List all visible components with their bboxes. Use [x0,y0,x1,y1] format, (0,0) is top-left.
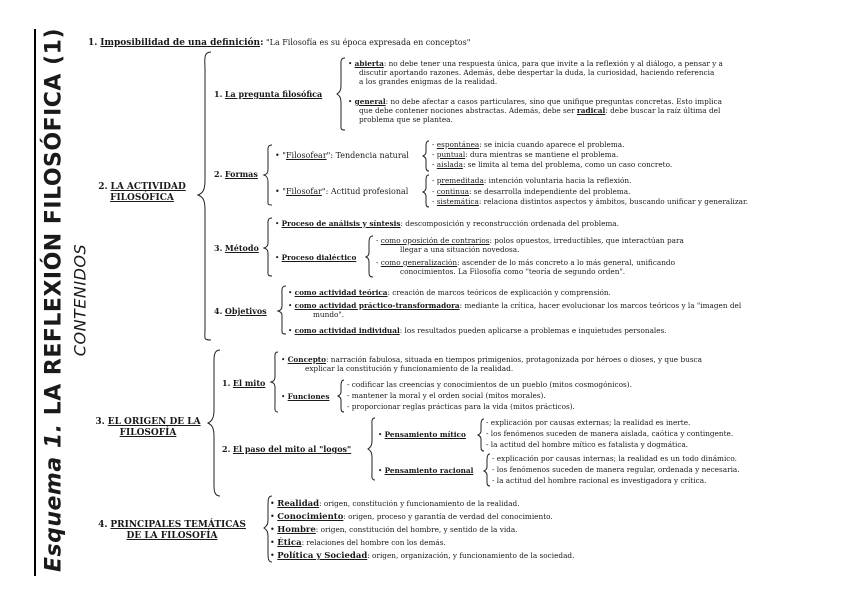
tematica-realidad-key: Realidad [277,499,320,509]
tematica-realidad: • Realidad: origen, constitución y funcionamiento de la realidad. [270,499,520,509]
objetivos-number: 4. [214,306,223,316]
section-4-label [80,520,264,542]
concepto-line-2: explicar la constitución y funcionamiento de la realidad. [305,364,514,373]
tematica-conocimiento-key: Conocimiento [277,512,344,522]
filosofar-key: Filosofar [285,187,322,196]
tematica-politica-text: : origen, organización, y funcionamiento de la sociedad. [367,551,575,560]
pregunta-heading [214,89,322,100]
section-2-label-a: LA ACTIVIDAD [110,182,186,192]
section-1-colon: : [260,38,264,48]
paso-number: 2. [222,444,231,454]
natural-item-3: - aislada: se limita al tema del problema, como un caso concreto. [432,160,673,169]
scheme-main-title: LA REFLEXIÓN FILOSÓFICA (1) [41,27,67,416]
natural-item-1-key: espontánea [436,140,480,149]
dialectico-item-2-line-2: conocimientos. La Filosofía como "teoría de segundo orden". [400,267,626,276]
individual-key: como actividad individual [294,326,400,335]
tematica-etica-text: : relaciones del hombre con los demás. [301,538,446,547]
mitico-item-3: - la actitud del hombre mítico es fatalista y dogmática. [486,440,689,449]
metodo-analisis: • Proceso de análisis y síntesis: descomposición y reconstrucción ordenada del problema. [275,219,619,228]
formas-profesional: • "Filosofar": Actitud profesional [275,187,409,196]
practica-key: como actividad práctico-transformadora [294,301,460,310]
abierta-line-3: a los grandes enigmas de la realidad. [359,77,498,86]
scheme-subtitle: CONTENIDOS [70,243,90,357]
abierta-line-1: : no debe tener una respuesta única, para que invite a la reflexión y al diálogo, a pensar y a [383,59,723,68]
metodo-dialectico: • Proceso dialéctico [275,253,357,262]
section-2-number: 2. [98,182,108,192]
pregunta-label: La pregunta filosófica [224,89,323,99]
analisis-key: Proceso de análisis y síntesis [281,219,401,228]
practica-line-2: mundo". [313,310,345,319]
section-1-label: Imposibilidad de una definición [100,38,261,48]
section-3-number: 3. [95,417,105,427]
dialectico-item-1-text: : polos opuestos, irreductibles, que interactúan para [489,236,684,245]
section-3-label-a: EL ORIGEN DE LA [107,417,201,427]
funciones-item-3: - proporcionar reglas prácticas para la vida (mitos prácticos). [347,402,575,411]
formas-label: Formas [224,169,258,179]
teorica-key: como actividad teórica [294,288,388,297]
profesional-item-1-key: premeditada [436,176,484,185]
section-4-number: 4. [98,520,108,530]
radical-key: radical [576,106,606,115]
racional-key: Pensamiento racional [384,466,474,475]
funciones-key: Funciones [287,392,330,401]
section-3-label-b: FILOSOFÍA [119,428,177,438]
natural-item-1: - espontánea: se inicia cuando aparece el problema. [432,140,625,149]
pregunta-general: • general: no debe afectar a casos particulares, sino que unifique preguntas concretas. Esto implica que debe contener nociones abstractas. Además, debe ser radical: debe buscar la raíz última del problema que se plantea. [348,97,722,124]
natural-open-quote: " [282,151,286,160]
natural-item-2-text: : dura mientras se mantiene el problema. [465,150,619,159]
natural-item-3-key: aislada [436,160,463,169]
paso-label: El paso del mito al "logos" [232,444,352,454]
dialectico-key: Proceso dialéctico [281,253,357,262]
mitico-item-1: - explicación por causas externas; la realidad es inerte. [486,418,691,427]
general-line-3: problema que se plantea. [359,115,453,124]
analisis-text: : descomposición y reconstrucción ordenada del problema. [400,219,619,228]
abierta-key: abierta [354,59,384,68]
objetivos-practica: • como actividad práctico-transformadora: mediante la crítica, hacer evolucionar los marcos teóricos y la "imagen del mundo". [288,301,742,319]
dialectico-item-1-line-2: llegar a una situación novedosa. [400,245,520,254]
mito-heading [222,378,265,389]
tematica-hombre-key: Hombre [277,525,316,535]
racional-item-1: - explicación por causas internas; la realidad es un todo dinámico. [492,454,737,463]
filosofear-key: Filosofear [285,151,327,160]
dialectico-item-2-text: : ascender de lo más concreto a lo más general, unificando [457,258,675,267]
general-key: general [354,97,386,106]
section-2-label [86,182,198,204]
practica-text: : mediante la crítica, hacer evolucionar los marcos teóricos y la "imagen del [459,301,742,310]
mitico-item-2: - los fenómenos suceden de manera aislada, caótica y contingente. [486,429,734,438]
paso-heading [222,444,351,455]
objetivos-individual: • como actividad individual: los resultados pueden aplicarse a problemas e inquietudes personales. [288,326,667,335]
abierta-line-2: discutir aportando razones. Además, debe despertar la duda, la curiosidad, haciendo referencia [359,68,715,77]
tematica-etica-key: Ética [277,538,302,548]
section-1-number: 1. [88,38,98,48]
pregunta-abierta: • abierta: no debe tener una respuesta única, para que invite a la reflexión y al diálogo, a pensar y a discutir aportando razones. Además, debe despertar la duda, la curiosidad, haciendo referencia a los grandes enigmas de la realidad. [348,59,723,86]
profesional-rest: ": Actitud profesional [321,187,409,196]
formas-natural: • "Filosofear": Tendencia natural [275,151,409,160]
teorica-text: : creación de marcos teóricos de explicación y comprensión. [387,288,611,297]
funciones-item-2: - mantener la moral y el orden social (mitos morales). [347,391,546,400]
racional-item-3: - la actitud del hombre racional es investigadora y crítica. [492,476,707,485]
objetivos-heading [214,306,267,317]
dialectico-item-2: - como generalización: ascender de lo más concreto a lo más general, unificando conocimientos. La Filosofía como "teoría de segundo orden". [376,258,675,276]
formas-heading [214,169,258,180]
section-1 [88,38,470,49]
scheme-number: Esquema 1. [41,423,67,573]
general-line-1: : no debe afectar a casos particulares, sino que unifique preguntas concretas. Esto implica [385,97,722,106]
natural-item-2-key: puntual [436,150,466,159]
tematica-conocimiento-text: : origen, proceso y garantía de verdad del conocimiento. [343,512,553,521]
funciones-item-1: - codificar las creencias y conocimientos de un pueblo (mitos cosmogónicos). [347,380,632,389]
formas-number: 2. [214,169,223,179]
tematica-etica: • Ética: relaciones del hombre con los demás. [270,538,446,548]
tematica-hombre-text: : origen, constitución del hombre, y sentido de la vida. [315,525,518,534]
pregunta-number: 1. [214,89,223,99]
tematica-hombre: • Hombre: origen, constitución del hombre, y sentido de la vida. [270,525,518,535]
tematica-conocimiento: • Conocimiento: origen, proceso y garantía de verdad del conocimiento. [270,512,553,522]
objetivos-teorica: • como actividad teórica: creación de marcos teóricos de explicación y comprensión. [288,288,611,297]
metodo-heading [214,243,259,254]
general-line-2b: : debe buscar la raíz última del [605,106,721,115]
dialectico-item-1-key: como oposición de contrarios [380,236,490,245]
objetivos-label: Objetivos [224,306,267,316]
section-1-quote: "La Filosofía es su época expresada en conceptos" [263,38,471,47]
tematica-politica-key: Política y Sociedad [277,551,368,561]
metodo-number: 3. [214,243,223,253]
dialectico-item-2-key: como generalización [380,258,458,267]
profesional-item-2-text: : se desarrolla independiente del problema. [469,187,631,196]
profesional-open-quote: " [282,187,286,196]
mito-label: El mito [232,378,266,388]
section-3-label [86,417,210,439]
profesional-item-3: - sistemática: relaciona distintos aspectos y ámbitos, buscando unificar y generalizar. [432,197,749,206]
concepto-key: Concepto [287,355,327,364]
metodo-label: Método [224,243,259,253]
racional-item-2: - los fenómenos suceden de manera regular, ordenada y necesaria. [492,465,740,474]
profesional-item-2: - continua: se desarrolla independiente del problema. [432,187,631,196]
concepto-text: : narración fabulosa, situada en tiempos primigenios, protagonizada por héroes o dioses, y que busca [326,355,702,364]
natural-item-1-text: : se inicia cuando aparece el problema. [479,140,625,149]
profesional-item-3-text: : relaciona distintos aspectos y ámbitos, buscando unificar y generalizar. [478,197,749,206]
profesional-item-1: - premeditada: intención voluntaria hacia la reflexión. [432,176,632,185]
general-line-2a: que debe contener nociones abstractas. Además, debe ser [359,106,577,115]
dialectico-item-1: - como oposición de contrarios: polos opuestos, irreductibles, que interactúan para llegar a una situación novedosa. [376,236,684,254]
tematica-politica: • Política y Sociedad: origen, organización, y funcionamiento de la sociedad. [270,551,575,561]
profesional-item-2-key: continua [436,187,469,196]
paso-mitico: • Pensamiento mítico [378,430,466,439]
natural-item-2: - puntual: dura mientras se mantiene el problema. [432,150,619,159]
paso-racional: • Pensamiento racional [378,466,474,475]
profesional-item-1-text: : intención voluntaria hacia la reflexión. [483,176,632,185]
section-4-label-a: PRINCIPALES TEMÁTICAS [110,520,246,530]
mito-concepto: • Concepto: narración fabulosa, situada en tiempos primigenios, protagonizada por héroes o dioses, y que busca explicar la constitución y funcionamiento de la realidad. [281,355,702,373]
profesional-item-3-key: sistemática [436,197,479,206]
individual-text: : los resultados pueden aplicarse a problemas e inquietudes personales. [399,326,667,335]
mito-number: 1. [222,378,231,388]
section-4-label-b: DE LA FILOSOFÍA [126,531,218,541]
tematica-realidad-text: : origen, constitución y funcionamiento de la realidad. [319,499,520,508]
natural-item-3-text: : se limita al tema del problema, como un caso concreto. [462,160,673,169]
mito-funciones: • Funciones [281,392,330,401]
mitico-key: Pensamiento mítico [384,430,466,439]
section-2-label-b: FILOSÓFICA [110,193,174,203]
natural-rest: ": Tendencia natural [326,151,409,160]
